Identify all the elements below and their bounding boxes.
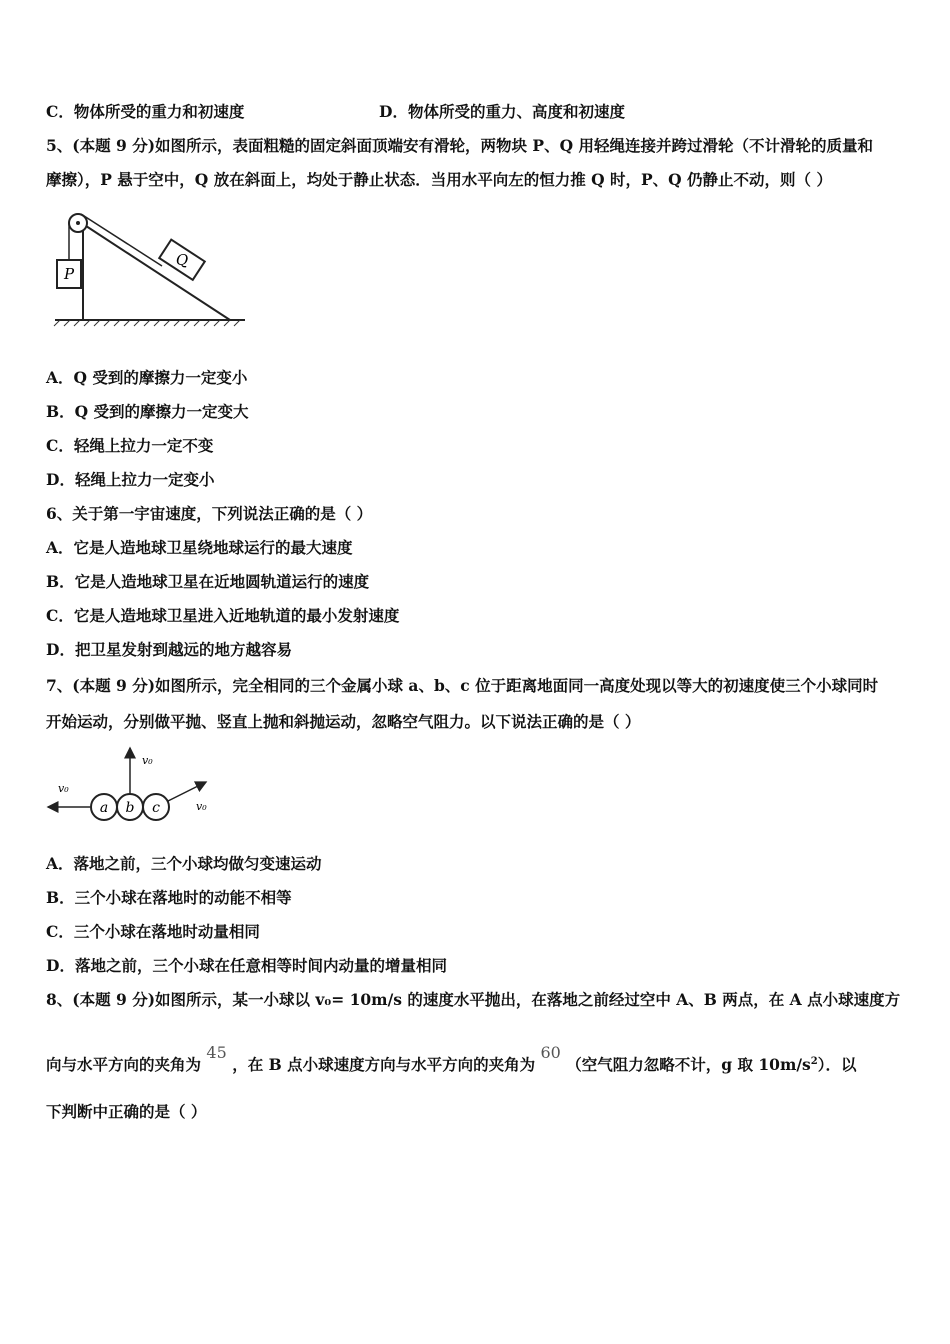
ball-c-label: c xyxy=(152,800,160,816)
q7-option-b: B．三个小球在落地时的动能不相等 xyxy=(46,888,292,907)
q5-option-d: D．轻绳上拉力一定变小 xyxy=(46,470,215,489)
v0-label-oblique: v₀ xyxy=(196,800,207,813)
q8-angle-a: 45 xyxy=(206,1043,227,1063)
q8-line2-part1: 向与水平方向的夹角为 xyxy=(46,1055,202,1075)
q8-angle-b: 60 xyxy=(540,1043,561,1063)
ball-a-label: a xyxy=(99,800,109,816)
q5-option-a: A．Q 受到的摩擦力一定变小 xyxy=(46,368,248,387)
q8-line2-part4: ）．以 xyxy=(817,1055,857,1075)
q6-option-b: B．它是人造地球卫星在近地圆轨道运行的速度 xyxy=(46,572,370,591)
q7-option-d: D．落地之前，三个小球在任意相等时间内动量的增量相同 xyxy=(46,956,447,975)
q6-stem: 6、关于第一宇宙速度，下列说法正确的是（ ） xyxy=(46,504,373,523)
q8-stem-line1: 8、(本题 9 分)如图所示，某一小球以 v₀= 10m/s 的速度水平抛出，在落地之前经过空中 A、B 两点，在 A 点小球速度方 xyxy=(46,990,901,1009)
q7-stem-line2: 开始运动，分别做平抛、竖直上抛和斜抛运动，忽略空气阻力。以下说法正确的是（ ） xyxy=(46,712,641,731)
q4-option-d: D．物体所受的重力、高度和初速度 xyxy=(379,102,625,121)
q8-stem-line2 xyxy=(46,1043,857,1075)
block-p-label: P xyxy=(63,265,75,283)
q7-option-c: C．三个小球在落地时动量相同 xyxy=(46,922,260,941)
q5-option-c: C．轻绳上拉力一定不变 xyxy=(46,436,214,455)
q4-option-c: C．物体所受的重力和初速度 xyxy=(46,102,245,121)
arrow-oblique xyxy=(166,782,206,802)
q7-three-balls-figure xyxy=(46,742,226,826)
v0-label-left: v₀ xyxy=(58,782,69,795)
q6-option-a: A．它是人造地球卫星绕地球运行的最大速度 xyxy=(46,538,353,557)
ball-b-label: b xyxy=(125,800,135,816)
q7-stem-line1: 7、(本题 9 分)如图所示，完全相同的三个金属小球 a、b、c 位于距离地面同一高度处现以等大的初速度使三个小球同时 xyxy=(46,676,879,695)
q8-line2-sup: 2 xyxy=(810,1056,818,1067)
v0-label-up: v₀ xyxy=(142,754,153,767)
q6-option-c: C．它是人造地球卫星进入近地轨道的最小发射速度 xyxy=(46,606,400,625)
q5-stem-line1: 5、(本题 9 分)如图所示，表面粗糙的固定斜面顶端安有滑轮，两物块 P、Q 用轻绳连接并跨过滑轮（不计滑轮的质量和 xyxy=(46,136,873,155)
q5-option-b: B．Q 受到的摩擦力一定变大 xyxy=(46,402,249,421)
q8-line2-part2: ，在 B 点小球速度方向与水平方向的夹角为 xyxy=(232,1055,536,1075)
block-q-label: Q xyxy=(175,250,189,269)
q8-stem-line3: 下判断中正确的是（ ） xyxy=(46,1102,207,1121)
q5-incline-pulley-figure xyxy=(50,208,250,328)
q5-stem-line2: 摩擦），P 悬于空中，Q 放在斜面上，均处于静止状态．当用水平向左的恒力推 Q 时，P、Q 仍静止不动，则（ ） xyxy=(46,170,832,189)
q8-line2-part3: （空气阻力忽略不计，g 取 10m/s xyxy=(566,1055,811,1075)
q4-options-row xyxy=(46,102,625,122)
q7-option-a: A．落地之前，三个小球均做匀变速运动 xyxy=(46,854,322,873)
q6-option-d: D．把卫星发射到越远的地方越容易 xyxy=(46,640,292,659)
